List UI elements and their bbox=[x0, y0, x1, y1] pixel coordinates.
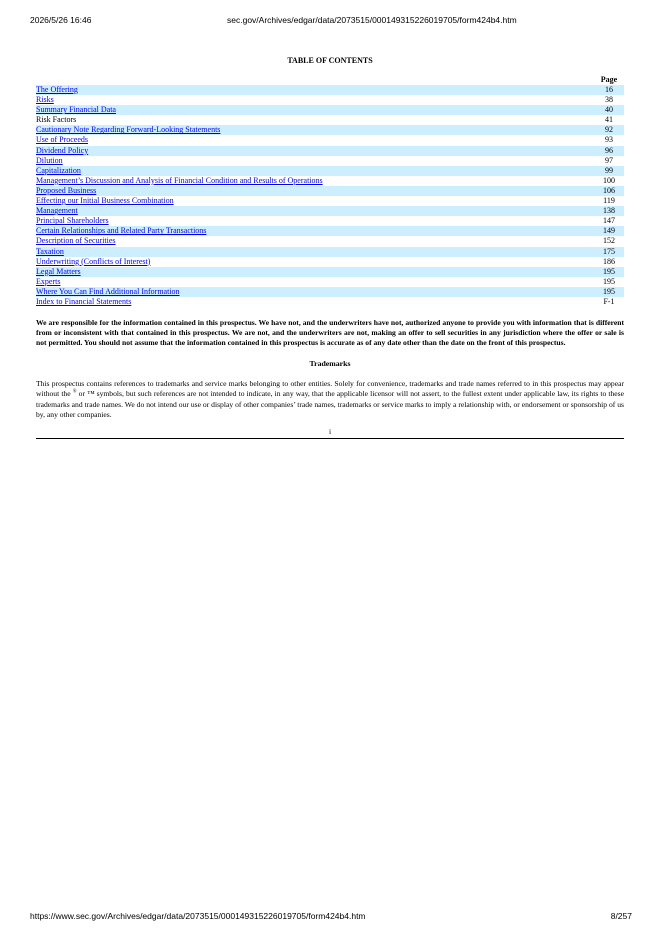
toc-entry-page: 38 bbox=[605, 95, 613, 105]
toc-entry-page: 175 bbox=[603, 246, 615, 256]
toc-entry-link[interactable]: Taxation bbox=[36, 246, 64, 256]
toc-row bbox=[36, 135, 624, 145]
toc-row bbox=[36, 95, 624, 105]
toc-row bbox=[36, 156, 624, 166]
page-number: i bbox=[328, 426, 332, 436]
toc-entry-link[interactable]: Use of Proceeds bbox=[36, 135, 88, 145]
toc-entry-link[interactable]: Capitalization bbox=[36, 165, 81, 175]
toc-entry-link[interactable]: The Offering bbox=[36, 85, 78, 94]
page-bottom-rule bbox=[36, 438, 624, 439]
toc-entry-link[interactable]: Dividend Policy bbox=[36, 145, 89, 155]
toc-entry-page: 195 bbox=[603, 266, 615, 276]
toc-entry-link[interactable]: Principal Shareholders bbox=[36, 216, 109, 226]
toc-entry-page: 96 bbox=[605, 145, 613, 155]
print-page-count: 8/257 bbox=[610, 911, 632, 921]
toc-entry-page: 147 bbox=[603, 216, 615, 226]
toc-title: TABLE OF CONTENTS bbox=[287, 56, 373, 65]
toc-row bbox=[36, 247, 624, 257]
toc-entry-page: 92 bbox=[605, 125, 613, 135]
print-header-url: sec.gov/Archives/edgar/data/2073515/000149315226019705/form424b4.htm bbox=[227, 15, 517, 25]
registered-mark: ® bbox=[72, 389, 77, 395]
print-datetime: 2026/5/26 16:46 bbox=[30, 15, 92, 25]
toc-row bbox=[36, 125, 624, 135]
toc-entry-link[interactable]: Management’s Discussion and Analysis of Financial Condition and Results of Operations bbox=[36, 175, 323, 185]
toc-entry-page: 41 bbox=[605, 115, 613, 125]
toc-entry-page: 138 bbox=[603, 206, 615, 216]
toc-entry-link[interactable]: Index to Financial Statements bbox=[36, 296, 132, 306]
toc-entry-page: 195 bbox=[603, 286, 615, 296]
trademarks-text-before: This prospectus contains references to trademarks and service marks belonging to other entities. Solely for convenience, trademarks and trade names referred to in this prospectus may appear without the bbox=[36, 379, 624, 399]
responsibility-notice: We are responsible for the information contained in this prospectus. We have not, and the underwriters have not, authorized anyone to provide you with information that is different from or inconsistent with that contained in this prospectus. We are not, and the underwriters are not, making an offer to sell securities in any jurisdiction where the offer or sale is not permitted. You should not assume that the information contained in this prospectus is accurate as of any date other than the date on the front of this prospectus. bbox=[36, 318, 624, 348]
toc-entry-page: 93 bbox=[605, 135, 613, 145]
toc-entry-label: Risk Factors bbox=[36, 115, 77, 125]
print-footer-url: https://www.sec.gov/Archives/edgar/data/2073515/000149315226019705/form424b4.htm bbox=[30, 911, 366, 921]
toc-row bbox=[36, 297, 624, 307]
toc-entry-page: 119 bbox=[603, 196, 615, 206]
trademarks-paragraph bbox=[36, 379, 624, 419]
toc-row bbox=[36, 267, 624, 277]
toc-row bbox=[36, 146, 624, 156]
toc-row bbox=[36, 236, 624, 246]
toc-entry-link[interactable]: Experts bbox=[36, 276, 61, 286]
toc-entry-link[interactable]: Summary Financial Data bbox=[36, 105, 116, 115]
document-page bbox=[36, 56, 624, 439]
trademarks-text-after: or ™ symbols, but such references are not intended to indicate, in any way, that the applicable licensor will not assert, to the fullest extent under applicable law, its rights to these trademarks and trade names. We do not intend our use or display of other companies’ trade names, trademarks or service marks to imply a relationship with, or endorsement or sponsorship of us by, any other companies. bbox=[36, 389, 625, 419]
toc-entry-page: 100 bbox=[603, 175, 615, 185]
toc-entry-page: 97 bbox=[605, 155, 613, 165]
toc-entry-link[interactable]: Legal Matters bbox=[36, 266, 81, 276]
toc-entry-link[interactable]: Where You Can Find Additional Information bbox=[36, 286, 180, 296]
toc-entry-page: 186 bbox=[603, 256, 615, 266]
toc-row bbox=[36, 115, 624, 125]
toc-entry-link[interactable]: Dilution bbox=[36, 155, 63, 165]
toc-entry-page: 152 bbox=[603, 236, 615, 246]
print-header bbox=[30, 15, 632, 27]
toc-row bbox=[36, 105, 624, 115]
toc-row bbox=[36, 85, 624, 95]
toc-row bbox=[36, 206, 624, 216]
toc-row bbox=[36, 176, 624, 186]
toc-entry-link[interactable]: Description of Securities bbox=[36, 236, 116, 246]
toc-row bbox=[36, 226, 624, 236]
toc-entry-link[interactable]: Certain Relationships and Related Party Transactions bbox=[36, 226, 207, 236]
toc-row bbox=[36, 277, 624, 287]
toc-row bbox=[36, 186, 624, 196]
toc-row bbox=[36, 287, 624, 297]
toc-page-column-header bbox=[36, 75, 624, 85]
toc-entry-link[interactable]: Effecting our Initial Business Combination bbox=[36, 196, 174, 206]
toc-entry-page: F-1 bbox=[603, 296, 615, 306]
toc-entry-page: 106 bbox=[603, 185, 615, 195]
toc-entry-page: 99 bbox=[605, 165, 613, 175]
toc-entry-page: 40 bbox=[605, 105, 613, 115]
toc-table bbox=[36, 85, 624, 307]
toc-entry-link[interactable]: Cautionary Note Regarding Forward-Looking Statements bbox=[36, 125, 221, 135]
trademarks-heading: Trademarks bbox=[309, 359, 351, 369]
toc-entry-page: 149 bbox=[603, 226, 615, 236]
toc-entry-page: 16 bbox=[605, 85, 613, 94]
toc-entry-page: 195 bbox=[603, 276, 615, 286]
toc-entry-link[interactable]: Risks bbox=[36, 95, 54, 105]
toc-entry-link[interactable]: Underwriting (Conflicts of Interest) bbox=[36, 256, 151, 266]
toc-row bbox=[36, 216, 624, 226]
toc-entry-link[interactable]: Management bbox=[36, 206, 78, 216]
toc-page-header-label: Page bbox=[600, 75, 618, 84]
toc-row bbox=[36, 257, 624, 267]
toc-row bbox=[36, 196, 624, 206]
print-footer bbox=[30, 911, 632, 923]
toc-row bbox=[36, 166, 624, 176]
toc-entry-link[interactable]: Proposed Business bbox=[36, 185, 97, 195]
